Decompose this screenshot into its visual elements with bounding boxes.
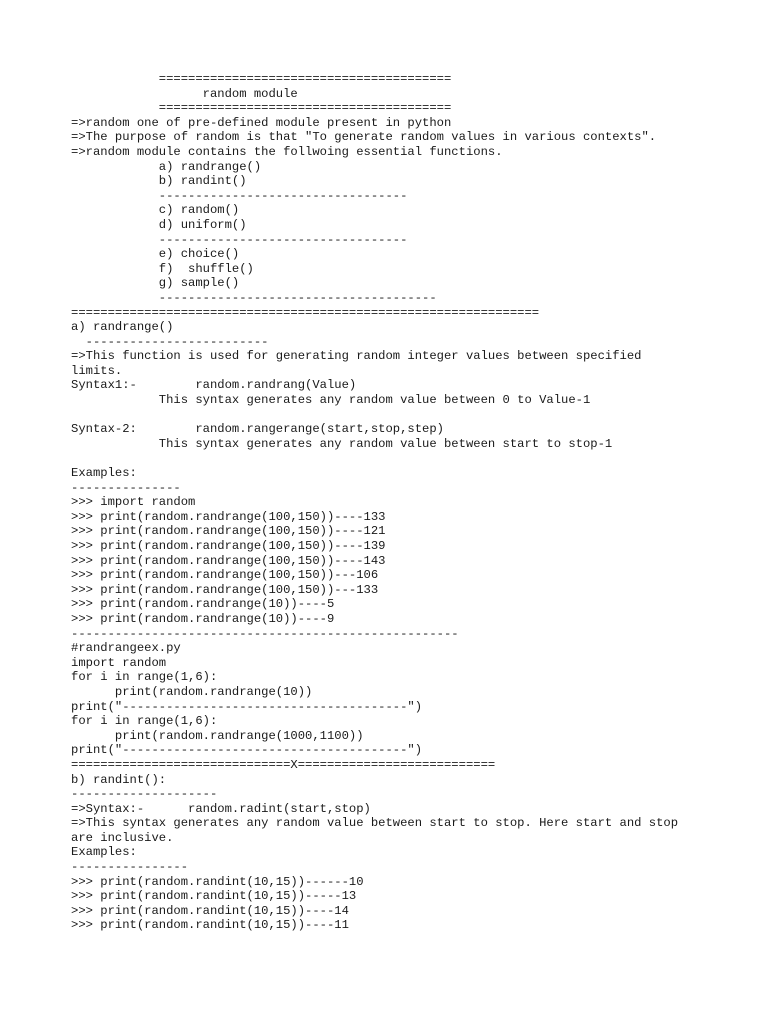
text-line: This syntax generates any random value between 0 to Value-1 <box>71 393 591 408</box>
text-line: #randrangeex.py <box>71 641 181 656</box>
text-line: print("---------------------------------------") <box>71 743 423 758</box>
text-line: >>> print(random.randint(10,15))----11 <box>71 918 349 933</box>
text-line: Examples: <box>71 466 137 481</box>
text-line: >>> print(random.randint(10,15))------10 <box>71 874 364 889</box>
text-line: This syntax generates any random value between start to stop-1 <box>71 436 613 451</box>
text-line: >>> import random <box>71 495 196 510</box>
text-line: -------------------- <box>71 787 218 802</box>
text-line: >>> print(random.randrange(100,150))---106 <box>71 568 379 583</box>
text-line: print(random.randrange(1000,1100)) <box>71 728 364 743</box>
text-line: Syntax1:- random.randrang(Value) <box>71 378 357 393</box>
text-line: =>Syntax:- random.radint(start,stop) <box>71 801 371 816</box>
text-line: e) choice() <box>71 247 240 262</box>
text-line: =>This syntax generates any random value between start to stop. Here start and stop <box>71 816 679 831</box>
text-line: are inclusive. <box>71 830 174 845</box>
text-line: >>> print(random.randrange(100,150))---133 <box>71 582 379 597</box>
text-line: =>random module contains the follwoing essential functions. <box>71 144 503 159</box>
text-line: >>> print(random.randrange(100,150))----143 <box>71 553 386 568</box>
text-line: =>This function is used for generating random integer values between specified <box>71 349 642 364</box>
text-line: >>> print(random.randrange(100,150))----121 <box>71 524 386 539</box>
text-line: >>> print(random.randrange(100,150))----139 <box>71 539 386 553</box>
text-line: limits. <box>71 363 123 378</box>
text-line: f) shuffle() <box>71 261 254 276</box>
text-line: c) random() <box>71 203 240 218</box>
text-line: ================================================================ <box>71 305 540 320</box>
text-line: ---------------------------------- <box>71 188 408 203</box>
text-line: a) randrange() <box>71 159 262 174</box>
text-line: print("---------------------------------------") <box>71 699 423 714</box>
text-line <box>71 451 761 466</box>
text-line <box>71 408 761 423</box>
text-line: >>> print(random.randrange(10))----5 <box>71 597 335 612</box>
text-line: =>The purpose of random is that "To generate random values in various contexts". <box>71 130 657 145</box>
text-line: b) randint() <box>71 174 247 189</box>
text-line: -------------------------------------- <box>71 290 437 305</box>
text-line: g) sample() <box>71 276 240 291</box>
text-line: >>> print(random.randint(10,15))----14 <box>71 903 349 918</box>
text-line: ======================================== <box>71 72 452 86</box>
document-page <box>71 72 761 933</box>
text-line: for i in range(1,6): <box>71 714 218 729</box>
text-line: Examples: <box>71 845 137 860</box>
text-line: ======================================== <box>71 101 452 116</box>
text-line: for i in range(1,6): <box>71 670 218 685</box>
text-line: print(random.randrange(10)) <box>71 684 313 699</box>
text-line: ---------------- <box>71 860 189 875</box>
text-line: =>random one of pre-defined module present in python <box>71 115 452 130</box>
text-line: >>> print(random.randrange(10))----9 <box>71 611 335 626</box>
text-line: import random <box>71 655 167 670</box>
text-line: ==============================X=========================== <box>71 757 496 772</box>
text-line: Syntax-2: random.rangerange(start,stop,step) <box>71 422 444 437</box>
text-line: d) uniform() <box>71 217 247 232</box>
text-line: >>> print(random.randint(10,15))-----13 <box>71 889 357 904</box>
text-line: ---------------------------------- <box>71 232 408 247</box>
text-line: ----------------------------------------------------- <box>71 626 459 641</box>
text-line: a) randrange() <box>71 320 174 335</box>
text-line: ------------------------- <box>71 334 269 349</box>
text-line: b) randint(): <box>71 772 167 787</box>
text-line: --------------- <box>71 480 181 495</box>
text-line: random module <box>71 86 298 101</box>
text-line: >>> print(random.randrange(100,150))----133 <box>71 509 386 524</box>
